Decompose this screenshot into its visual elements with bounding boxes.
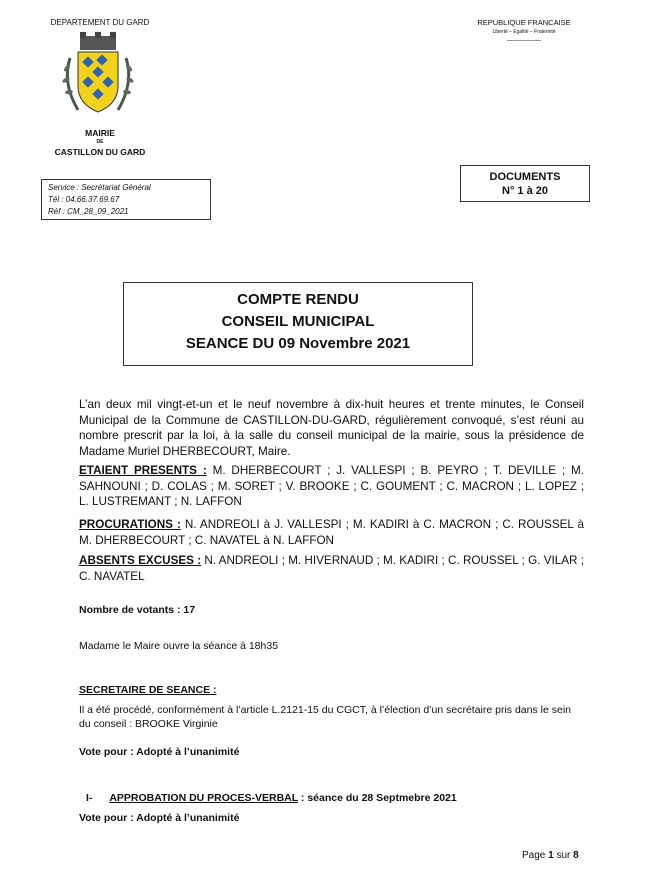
mairie-label: MAIRIE <box>85 128 115 138</box>
tel-line: Tél : 04.66.37.69.67 <box>48 195 120 204</box>
mairie-de: DE <box>96 139 104 145</box>
presents-label: ETAIENT PRESENTS : <box>79 464 207 477</box>
documents-box <box>460 165 590 202</box>
secretaire-text: Il a été procédé, conformément à l’article L.2121-15 du CGCT, à l’élection d’un secrétaire pris dans le sein du conseil : BROOKE Virginie <box>79 704 572 730</box>
votants-count: Nombre de votants : 17 <box>79 604 196 616</box>
title-line-3: SEANCE DU 09 Novembre 2021 <box>185 335 411 352</box>
republic-label: REPUBLIQUE FRANCAISE <box>477 18 571 27</box>
absents-text: N. ANDREOLI ; M. HIVERNAUD ; M. KADIRI ; C. ROUSSEL ; G. VILAR ; C. NAVATEL <box>79 554 585 583</box>
page-sep: sur <box>556 850 571 861</box>
procurations-label: PROCURATIONS : <box>79 518 181 531</box>
procurations-text: N. ANDREOLI à J. VALLESPI ; M. KADIRI à C. MACRON ; C. ROUSSEL à M. DHERBECOURT ; C. NAVATEL à N. LAFFON <box>79 518 584 547</box>
section-1-heading <box>86 791 591 805</box>
mairie-town: CASTILLON DU GARD <box>54 147 146 157</box>
republic-motto: Liberté – Egalité – Fraternité <box>492 29 556 35</box>
page-footer <box>522 850 579 861</box>
title-line-2: CONSEIL MUNICIPAL <box>221 313 375 330</box>
presents-paragraph <box>79 463 584 510</box>
vote-result-2: Vote pour : Adopté à l’unanimité <box>79 812 240 824</box>
title-line-1: COMPTE RENDU <box>237 291 359 308</box>
service-box <box>41 179 211 220</box>
section-1-number: I- <box>86 792 93 804</box>
seance-opening: Madame le Maire ouvre la séance à 18h35 <box>79 640 279 652</box>
section-1-suffix: : séance du 28 Septmebre 2021 <box>297 792 457 804</box>
page-total: 8 <box>573 850 579 861</box>
ref-line: Réf : CM_28_09_2021 <box>48 207 129 216</box>
page-label: Page <box>522 850 546 861</box>
title-box <box>123 282 473 366</box>
mairie-block <box>40 127 160 158</box>
absents-paragraph <box>79 553 584 584</box>
department-label: DEPARTEMENT DU GARD <box>50 18 150 27</box>
section-1-title: APPROBATION DU PROCES-VERBAL <box>109 792 298 804</box>
page-current: 1 <box>548 850 554 861</box>
intro-paragraph: L’an deux mil vingt-et-un et le neuf novembre à dix-huit heures et trente minutes, le Conseil Municipal de la Commune de CASTILLON-DU-GARD, régulièrement convoqué, s’est réuni au nombre prescrit par la loi, à la salle du conseil municipal de la mairie, sous la présidence de Madame Muriel DHERBECOURT, Maire. <box>79 398 584 458</box>
service-line: Service : Secrétariat Général <box>48 183 151 192</box>
vote-result-1: Vote pour : Adopté à l’unanimité <box>79 746 240 758</box>
absents-label: ABSENTS EXCUSES : <box>79 554 202 567</box>
procurations-paragraph <box>79 517 584 548</box>
documents-range: N° 1 à 20 <box>502 185 548 197</box>
republic-block <box>460 18 588 41</box>
divider <box>507 40 541 41</box>
coat-of-arms-logo <box>60 28 136 120</box>
documents-label: DOCUMENTS <box>489 171 561 183</box>
presents-text: M. DHERBECOURT ; J. VALLESPI ; B. PEYRO ; T. DEVILLE ; M. SAHNOUNI ; D. COLAS ; M. SORET ; V. BROOKE ; C. GOUMENT ; C. MACRON ; L. LOPEZ ; L. LUSTREMANT ; N. LAFFON <box>79 464 584 508</box>
secretaire-heading: SECRETAIRE DE SEANCE : <box>79 684 217 696</box>
